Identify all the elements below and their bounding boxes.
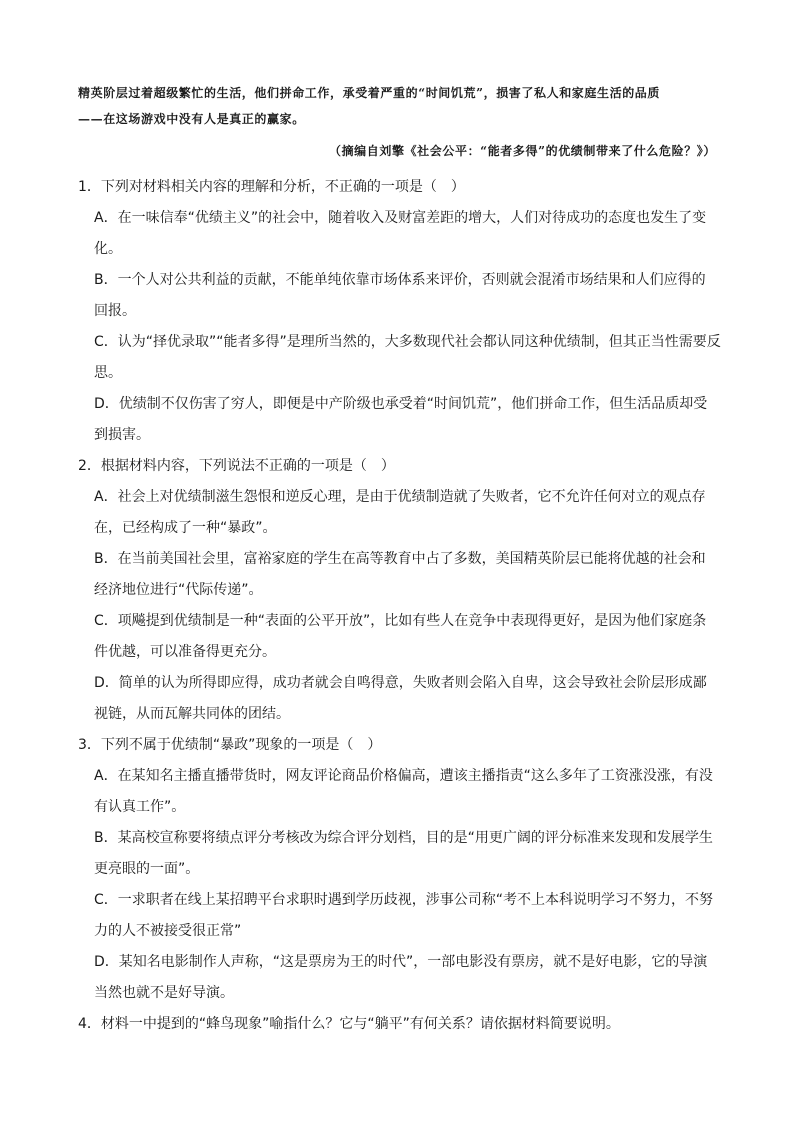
question-stem: 4．材料一中提到的“蜂鸟现象”喻指什么？它与“躺平”有何关系？请依据材料简要说明。 xyxy=(78,1016,620,1032)
option-d[interactable] xyxy=(94,668,726,730)
question-stem: 3．下列不属于优绩制“暴政”现象的一项是（ ） xyxy=(78,737,382,753)
option-text: 思。 xyxy=(94,365,122,381)
option-text: B．一个人对公共利益的贡献，不能单纯依靠市场体系来评价，否则就会混淆市场结果和人们应得的 xyxy=(94,272,706,288)
option-text: B．某高校宣称要将绩点评分考核改为综合评分划档，目的是“用更广阔的评分标准来发现和发展学生 xyxy=(94,830,713,846)
option-b[interactable] xyxy=(94,265,726,327)
option-text: 视链，从而瓦解共同体的团结。 xyxy=(94,706,290,722)
option-text: 经济地位进行“代际传递”。 xyxy=(94,582,263,598)
option-a[interactable] xyxy=(94,761,726,823)
option-text: D．某知名电影制作人声称，“这是票房为王的时代”，一部电影没有票房，就不是好电影，它的导演 xyxy=(94,954,708,970)
question-1 xyxy=(78,172,728,451)
option-text: B．在当前美国社会里，富裕家庭的学生在高等教育中占了多数，美国精英阶层已能将优越的社会和 xyxy=(94,551,706,567)
question-3 xyxy=(78,730,728,1009)
option-d[interactable] xyxy=(94,389,726,451)
passage-excerpt xyxy=(78,80,728,132)
question-2 xyxy=(78,451,728,730)
option-a[interactable] xyxy=(94,482,726,544)
option-text: 在，已经构成了一种“暴政”。 xyxy=(94,520,277,536)
option-c[interactable] xyxy=(94,885,726,947)
option-text: 件优越，可以准备得更充分。 xyxy=(94,644,276,660)
question-4 xyxy=(78,1009,728,1040)
option-text: D．简单的认为所得即应得，成功者就会自鸣得意，失败者则会陷入自卑，这会导致社会阶层形成鄙 xyxy=(94,675,707,691)
question-list xyxy=(78,172,728,1040)
option-a[interactable] xyxy=(94,203,726,265)
option-text: 到损害。 xyxy=(94,427,150,443)
question-stem: 1．下列对材料相关内容的理解和分析，不正确的一项是（ ） xyxy=(78,179,465,195)
option-text: 有认真工作”。 xyxy=(94,799,186,815)
passage-line: 精英阶层过着超级繁忙的生活，他们拼命工作，承受着严重的“时间饥荒”，损害了私人和家庭生活的品质 xyxy=(78,86,661,100)
option-text: A．在一味信奉“优绩主义”的社会中，随着收入及财富差距的增大，人们对待成功的态度也发生了变 xyxy=(94,210,707,226)
option-text: D．优绩制不仅伤害了穷人，即便是中产阶级也承受着“时间饥荒”，他们拼命工作，但生活品质却受 xyxy=(94,396,708,412)
passage-source: （摘编自刘擎《社会公平：“能者多得”的优绩制带来了什么危险？》） xyxy=(328,144,716,158)
option-text: C．项飚提到优绩制是一种“表面的公平开放”，比如有些人在竞争中表现得更好，是因为他们家庭条 xyxy=(94,613,707,629)
option-text: A．在某知名主播直播带货时，网友评论商品价格偏高，遭该主播指责“这么多年了工资涨没涨，有没 xyxy=(94,768,713,784)
option-b[interactable] xyxy=(94,544,726,606)
option-c[interactable] xyxy=(94,606,726,668)
option-text: 力的人不被接受很正常” xyxy=(94,923,242,939)
option-d[interactable] xyxy=(94,947,726,1009)
option-text: 回报。 xyxy=(94,303,136,319)
option-text: A．社会上对优绩制滋生怨恨和逆反心理，是由于优绩制造就了失败者，它不允许任何对立的观点存 xyxy=(94,489,706,505)
question-stem: 2．根据材料内容，下列说法不正确的一项是（ ） xyxy=(78,458,395,474)
passage-line: ——在这场游戏中没有人是真正的赢家。 xyxy=(78,112,305,126)
option-c[interactable] xyxy=(94,327,726,389)
option-text: C．一求职者在线上某招聘平台求职时遇到学历歧视，涉事公司称“考不上本科说明学习不努力，不努 xyxy=(94,892,714,908)
option-text: 化。 xyxy=(94,241,122,257)
option-text: 当然也就不是好导演。 xyxy=(94,985,234,1001)
option-b[interactable] xyxy=(94,823,726,885)
option-text: 更亮眼的一面”。 xyxy=(94,861,200,877)
option-text: C．认为“择优录取”“能者多得”是理所当然的，大多数现代社会都认同这种优绩制，但其正当性需要反 xyxy=(94,334,721,350)
